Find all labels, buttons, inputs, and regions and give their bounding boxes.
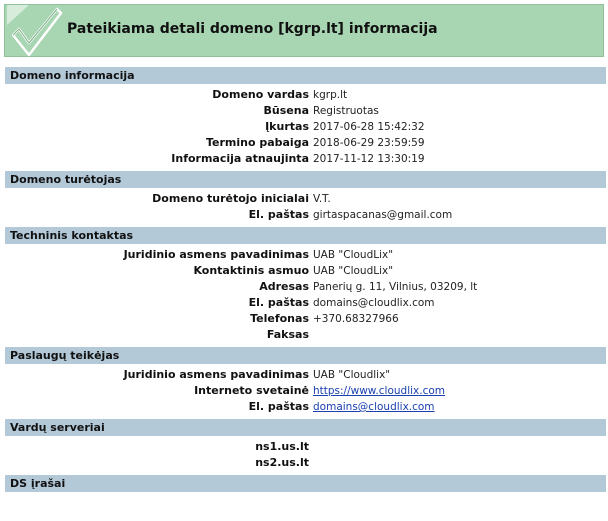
info-row <box>5 151 606 167</box>
info-row <box>5 279 606 295</box>
row-label: Informacija atnaujinta <box>171 152 309 165</box>
row-value: V.T. <box>313 193 331 205</box>
row-label: Įkurtas <box>265 120 309 133</box>
info-row <box>5 367 606 383</box>
page-title: Pateikiama detali domeno [kgrp.lt] informacija <box>67 21 438 37</box>
nameserver-name: ns1.us.lt <box>255 440 309 453</box>
info-row <box>5 311 606 327</box>
info-row <box>5 103 606 119</box>
row-value: UAB "CloudLix" <box>313 249 394 261</box>
info-row <box>5 399 606 415</box>
info-row <box>5 135 606 151</box>
row-value: UAB "Cloudlix" <box>313 369 391 381</box>
checkmark-icon <box>7 5 63 57</box>
section-header-nameservers: Vardų serveriai <box>5 419 606 436</box>
info-row <box>5 383 606 399</box>
row-label: Domeno turėtojo inicialai <box>152 192 309 205</box>
section-header-ds-records: DS įrašai <box>5 475 606 492</box>
info-row <box>5 191 606 207</box>
row-label: Juridinio asmens pavadinimas <box>123 368 309 381</box>
section-header-owner: Domeno turėtojas <box>5 171 606 188</box>
row-label: Kontaktinis asmuo <box>193 264 309 277</box>
row-value: UAB "CloudLix" <box>313 265 394 277</box>
row-label: Telefonas <box>250 312 309 325</box>
section-header-domain-info: Domeno informacija <box>5 67 606 84</box>
row-label: Adresas <box>259 280 309 293</box>
info-row <box>5 327 606 343</box>
row-label: Faksas <box>266 328 309 341</box>
row-value: kgrp.lt <box>313 89 348 101</box>
page-banner <box>4 4 604 57</box>
row-label: Domeno vardas <box>212 88 309 101</box>
row-value: domains@cloudlix.com <box>313 297 435 309</box>
website-link[interactable]: https://www.cloudlix.com <box>313 385 446 397</box>
info-row <box>5 295 606 311</box>
row-value: Panerių g. 11, Vilnius, 03209, lt <box>313 281 478 293</box>
row-value: +370.68327966 <box>313 313 399 325</box>
row-value-container <box>313 383 445 399</box>
info-row <box>5 263 606 279</box>
row-value: girtaspacanas@gmail.com <box>313 209 453 221</box>
section-header-service-provider: Paslaugų teikėjas <box>5 347 606 364</box>
section-header-technical-contact: Techninis kontaktas <box>5 227 606 244</box>
email-link[interactable]: domains@cloudlix.com <box>313 401 435 413</box>
row-value: 2018-06-29 23:59:59 <box>313 137 425 149</box>
row-label: Termino pabaiga <box>205 136 309 149</box>
info-row <box>5 119 606 135</box>
info-row <box>5 207 606 223</box>
row-value: 2017-11-12 13:30:19 <box>313 153 425 165</box>
row-label: Būsena <box>263 104 309 117</box>
nameserver-row <box>5 439 606 455</box>
row-label: El. paštas <box>248 296 309 309</box>
nameserver-row <box>5 455 606 471</box>
nameserver-name: ns2.us.lt <box>255 456 309 469</box>
row-value: Registruotas <box>313 105 379 117</box>
row-label: Juridinio asmens pavadinimas <box>123 248 309 261</box>
info-row <box>5 87 606 103</box>
info-row <box>5 247 606 263</box>
row-value-container <box>313 399 435 415</box>
row-label: El. paštas <box>248 208 309 221</box>
row-label: El. paštas <box>248 400 309 413</box>
row-value: 2017-06-28 15:42:32 <box>313 121 425 133</box>
row-label: Interneto svetainė <box>194 384 309 397</box>
